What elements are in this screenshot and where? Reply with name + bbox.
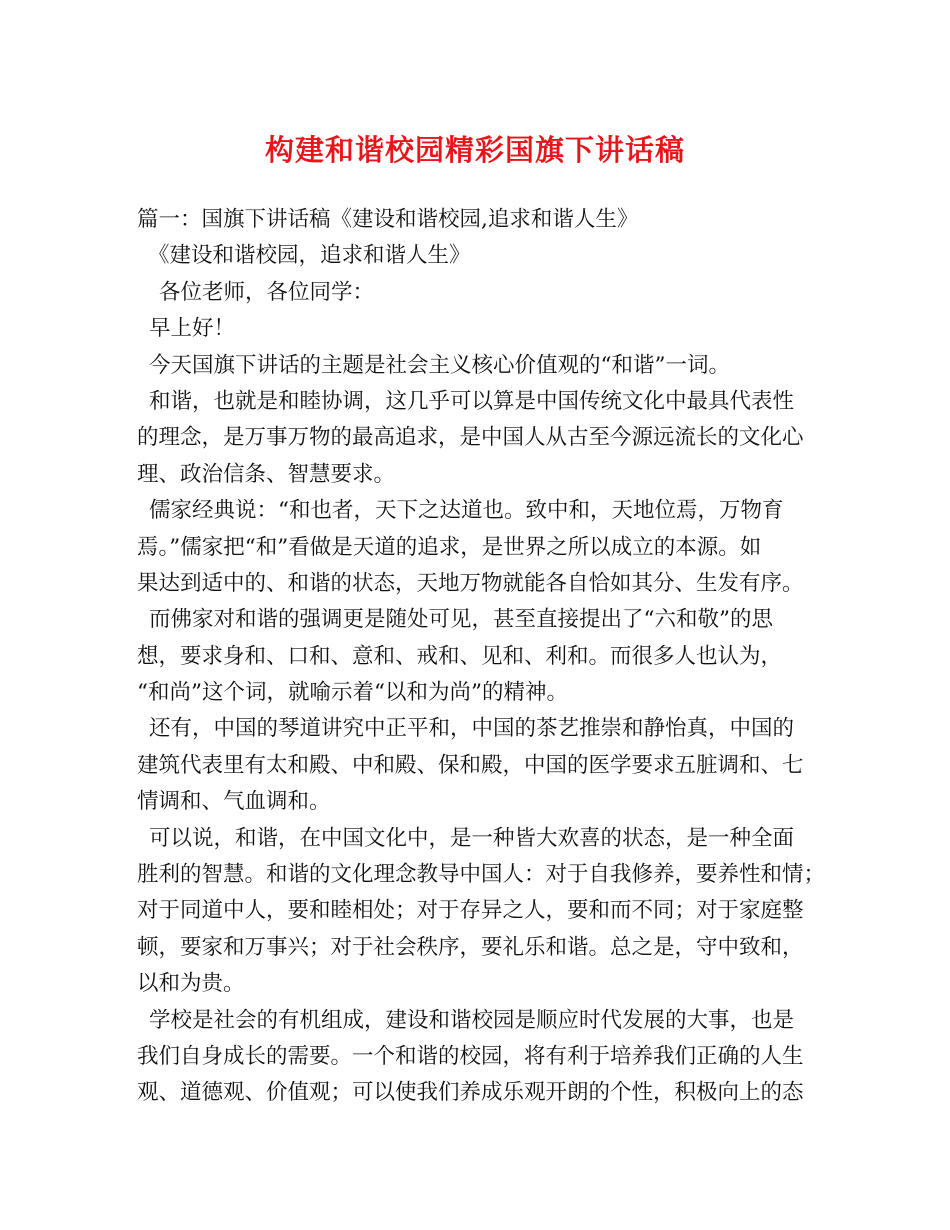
text-line: 而佛家对和谐的强调更是随处可见，甚至直接提出了“六和敬”的思 xyxy=(149,607,773,633)
text-line: 篇一：国旗下讲话稿《建设和谐校园,追求和谐人生》 xyxy=(137,207,639,232)
text-line: 建筑代表里有太和殿、中和殿、保和殿，中国的医学要求五脏调和、七 xyxy=(137,752,804,778)
text-line: 早上好！ xyxy=(149,316,236,342)
text-line: 我们自身成长的需要。一个和谐的校园，将有利于培养我们正确的人生 xyxy=(137,1043,804,1069)
text-line: 还有，中国的琴道讲究中正平和，中国的茶艺推崇和静怡真，中国的 xyxy=(149,716,795,742)
text-line: 对于同道中人，要和睦相处；对于存异之人，要和而不同；对于家庭整 xyxy=(137,898,804,924)
text-line: 《建设和谐校园，追求和谐人生》 xyxy=(148,243,471,269)
text-line: 观、道德观、价值观；可以使我们养成乐观开朗的个性，积极向上的态 xyxy=(137,1080,804,1106)
text-line: 和谐，也就是和睦协调，这几乎可以算是中国传统文化中最具代表性 xyxy=(149,388,795,414)
text-line: 今天国旗下讲话的主题是社会主义核心价值观的“和谐”一词。 xyxy=(149,352,730,378)
text-line: 果达到适中的、和谐的状态，天地万物就能各自恰如其分、生发有序。 xyxy=(137,570,804,596)
text-line: 可以说，和谐，在中国文化中，是一种皆大欢喜的状态，是一种全面 xyxy=(149,825,795,851)
text-line: 以和为贵。 xyxy=(137,971,245,997)
text-line: 情调和、气血调和。 xyxy=(137,789,331,815)
text-line: 想，要求身和、口和、意和、戒和、见和、利和。而很多人也认为， xyxy=(137,643,783,669)
text-line: 的理念，是万事万物的最高追求，是中国人从古至今源远流长的文化心 xyxy=(137,425,804,451)
page-title: 构建和谐校园精彩国旗下讲话稿 xyxy=(264,133,685,167)
text-line: 学校是社会的有机组成，建设和谐校园是顺应时代发展的大事，也是 xyxy=(149,1007,795,1033)
text-line: 各位老师，各位同学： xyxy=(159,279,375,305)
text-line: 理、政治信条、智慧要求。 xyxy=(137,461,396,487)
text-line: 顿，要家和万事兴；对于社会秩序，要礼乐和谐。总之是，守中致和， xyxy=(137,934,804,960)
text-line: 焉。”儒家把“和”看做是天道的追求，是世界之所以成立的本源。如 xyxy=(137,534,762,560)
text-line: “和尚”这个词，就喻示着“以和为尚”的精神。 xyxy=(137,680,568,706)
text-line: 儒家经典说：“和也者，天下之达道也。致中和，天地位焉，万物育 xyxy=(149,498,784,524)
text-line: 胜利的智慧。和谐的文化理念教导中国人：对于自我修养，要养性和情； xyxy=(137,862,826,888)
document-body xyxy=(137,202,827,1112)
